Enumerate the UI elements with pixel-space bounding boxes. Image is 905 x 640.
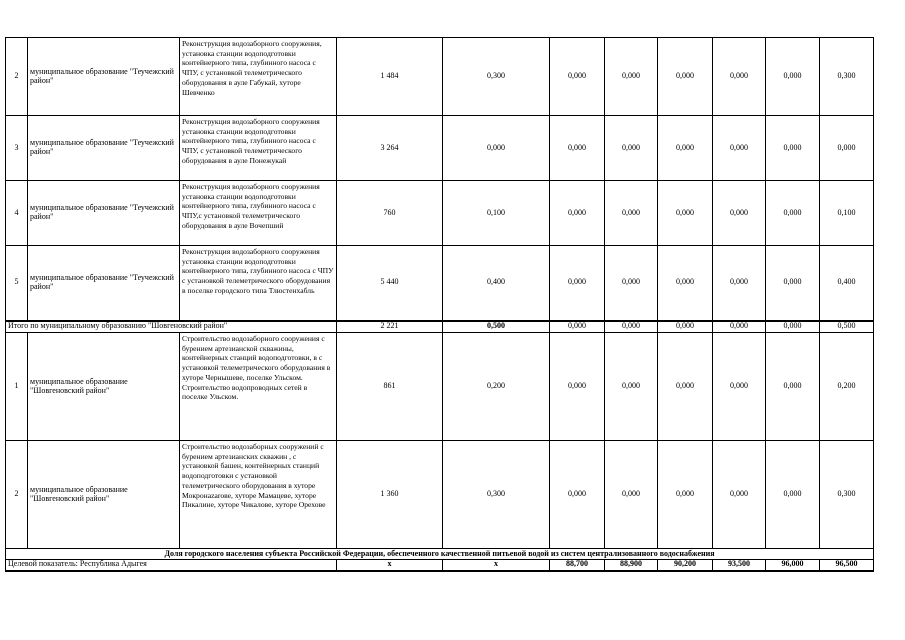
cost-cell: 1 484 (337, 38, 443, 116)
value-cell: 0,000 (658, 38, 713, 116)
cost-cell: 3 264 (337, 116, 443, 181)
value-cell: 0,000 (658, 181, 713, 246)
value-cell: 0,000 (658, 333, 713, 441)
municipality-cell: муниципальное образование "Теучежский район" (28, 246, 180, 321)
value-cell: 0,000 (713, 116, 766, 181)
table-row (6, 441, 874, 549)
target-value-cell: 88,700 (550, 560, 605, 571)
target-x-cell: x (443, 560, 550, 571)
municipality-cell: муниципальное образование "Теучежский район" (28, 181, 180, 246)
value-cell: 0,000 (605, 333, 658, 441)
total-label: Итого по муниципальному образованию "Шовгеновский район" (6, 321, 337, 333)
target-row (6, 560, 874, 571)
municipality-cell: муниципальное образование "Шовгеновский район" (28, 333, 180, 441)
value-cell: 0,000 (550, 181, 605, 246)
value-cell: 0,000 (605, 181, 658, 246)
row-index: 2 (6, 441, 28, 549)
target-label: Целевой показатель: Республика Адыгея (6, 560, 337, 571)
value-cell: 0,200 (820, 333, 874, 441)
value-cell: 0,000 (713, 181, 766, 246)
value-cell: 0,000 (550, 246, 605, 321)
total-row (6, 321, 874, 333)
value-cell: 0,300 (820, 441, 874, 549)
value-cell: 0,000 (766, 441, 820, 549)
value-cell: 0,000 (658, 246, 713, 321)
total-cost-cell: 2 221 (337, 321, 443, 333)
cost-cell: 861 (337, 333, 443, 441)
value-cell: 0,000 (766, 333, 820, 441)
value-cell: 0,000 (605, 116, 658, 181)
table-row (6, 116, 874, 181)
target-value-cell: 96,500 (820, 560, 874, 571)
value-cell: 0,300 (443, 38, 550, 116)
target-value-cell: 93,500 (713, 560, 766, 571)
row-index: 2 (6, 38, 28, 116)
value-cell: 0,000 (550, 116, 605, 181)
table-row (6, 333, 874, 441)
row-index: 1 (6, 333, 28, 441)
value-cell: 0,000 (713, 441, 766, 549)
description-cell: Реконструкция водозаборного сооружения установка станции водоподготовки контейнерного типа, глубинного насоса с ЧПУ,с установкой телеметрического оборудования в ауле Вочепший (180, 181, 337, 246)
target-value-cell: 96,000 (766, 560, 820, 571)
table-body (6, 38, 874, 571)
total-value-cell: 0,000 (658, 321, 713, 333)
description-cell: Реконструкция водозаборного сооружения, установка станции водоподготовки контейнерного типа, глубинного насоса с ЧПУ, с установкой телеметрического оборудования в ауле Габукай, хуторе Шевченко (180, 38, 337, 116)
value-cell: 0,000 (713, 333, 766, 441)
table-row (6, 246, 874, 321)
value-cell: 0,000 (605, 441, 658, 549)
municipality-cell: муниципальное образование "Теучежский район" (28, 38, 180, 116)
value-cell: 0,000 (550, 333, 605, 441)
row-index: 4 (6, 181, 28, 246)
description-cell: Строительство водозаборных сооружений с бурением артезианских скважин , с установкой башен, контейнерных станций водоподготовки с установкой телеметрического оборудования в хуторе Мокронazarове, хуторе Мамацеве, хуторе Пикалине, хуторе Чикалове, хуторе Орехове (180, 441, 337, 549)
table-row (6, 181, 874, 246)
total-value-cell: 0,000 (550, 321, 605, 333)
value-cell: 0,000 (605, 246, 658, 321)
program-table (5, 37, 874, 572)
section-header: Доля городского населения субъекта Российской Федерации, обеспеченного качественной питьевой водой из систем централизованного водоснабжения (6, 549, 874, 560)
total-value-cell: 0,000 (766, 321, 820, 333)
value-cell: 0,000 (550, 38, 605, 116)
description-cell: Реконструкция водозаборного сооружения установка станции водоподготовки контейнерного типа, глубинного насоса с ЧПУ, с установкой телеметрического оборудования в ауле Понежукай (180, 116, 337, 181)
total-value-cell: 0,000 (605, 321, 658, 333)
target-x-cell: x (337, 560, 443, 571)
value-cell: 0,000 (766, 116, 820, 181)
section-header-row (6, 549, 874, 560)
value-cell: 0,000 (713, 246, 766, 321)
cost-cell: 1 360 (337, 441, 443, 549)
value-cell: 0,200 (443, 333, 550, 441)
value-cell: 0,100 (443, 181, 550, 246)
value-cell: 0,000 (658, 441, 713, 549)
total-value-cell: 0,500 (820, 321, 874, 333)
description-cell: Строительство водозаборного сооружения с бурением артезианской скважины, контейнерных станций водоподготовки, в с установкой телеметрического оборудования в хуторе Чернышеве, поселке Ульском. Строительство водопроводных сетей в поселке Ульском. (180, 333, 337, 441)
table-row (6, 38, 874, 116)
value-cell: 0,000 (766, 246, 820, 321)
value-cell: 0,000 (766, 38, 820, 116)
value-cell: 0,000 (658, 116, 713, 181)
value-cell: 0,000 (766, 181, 820, 246)
value-cell: 0,400 (443, 246, 550, 321)
value-cell: 0,300 (443, 441, 550, 549)
cost-cell: 760 (337, 181, 443, 246)
row-index: 3 (6, 116, 28, 181)
value-cell: 0,000 (820, 116, 874, 181)
description-cell: Реконструкция водозаборного сооружения установка станции водоподготовки контейнерного типа, глубинного насоса с ЧПУ с установкой телеметрического оборудования в поселке городского типа Тлюстенхабль (180, 246, 337, 321)
value-cell: 0,000 (443, 116, 550, 181)
value-cell: 0,100 (820, 181, 874, 246)
target-value-cell: 88,900 (605, 560, 658, 571)
municipality-cell: муниципальное образование "Шовгеновский район" (28, 441, 180, 549)
total-value-cell: 0,500 (443, 321, 550, 333)
value-cell: 0,000 (550, 441, 605, 549)
value-cell: 0,000 (713, 38, 766, 116)
total-value-cell: 0,000 (713, 321, 766, 333)
cost-cell: 5 440 (337, 246, 443, 321)
target-value-cell: 90,200 (658, 560, 713, 571)
value-cell: 0,400 (820, 246, 874, 321)
row-index: 5 (6, 246, 28, 321)
value-cell: 0,300 (820, 38, 874, 116)
municipality-cell: муниципальное образование "Теучежский район" (28, 116, 180, 181)
value-cell: 0,000 (605, 38, 658, 116)
